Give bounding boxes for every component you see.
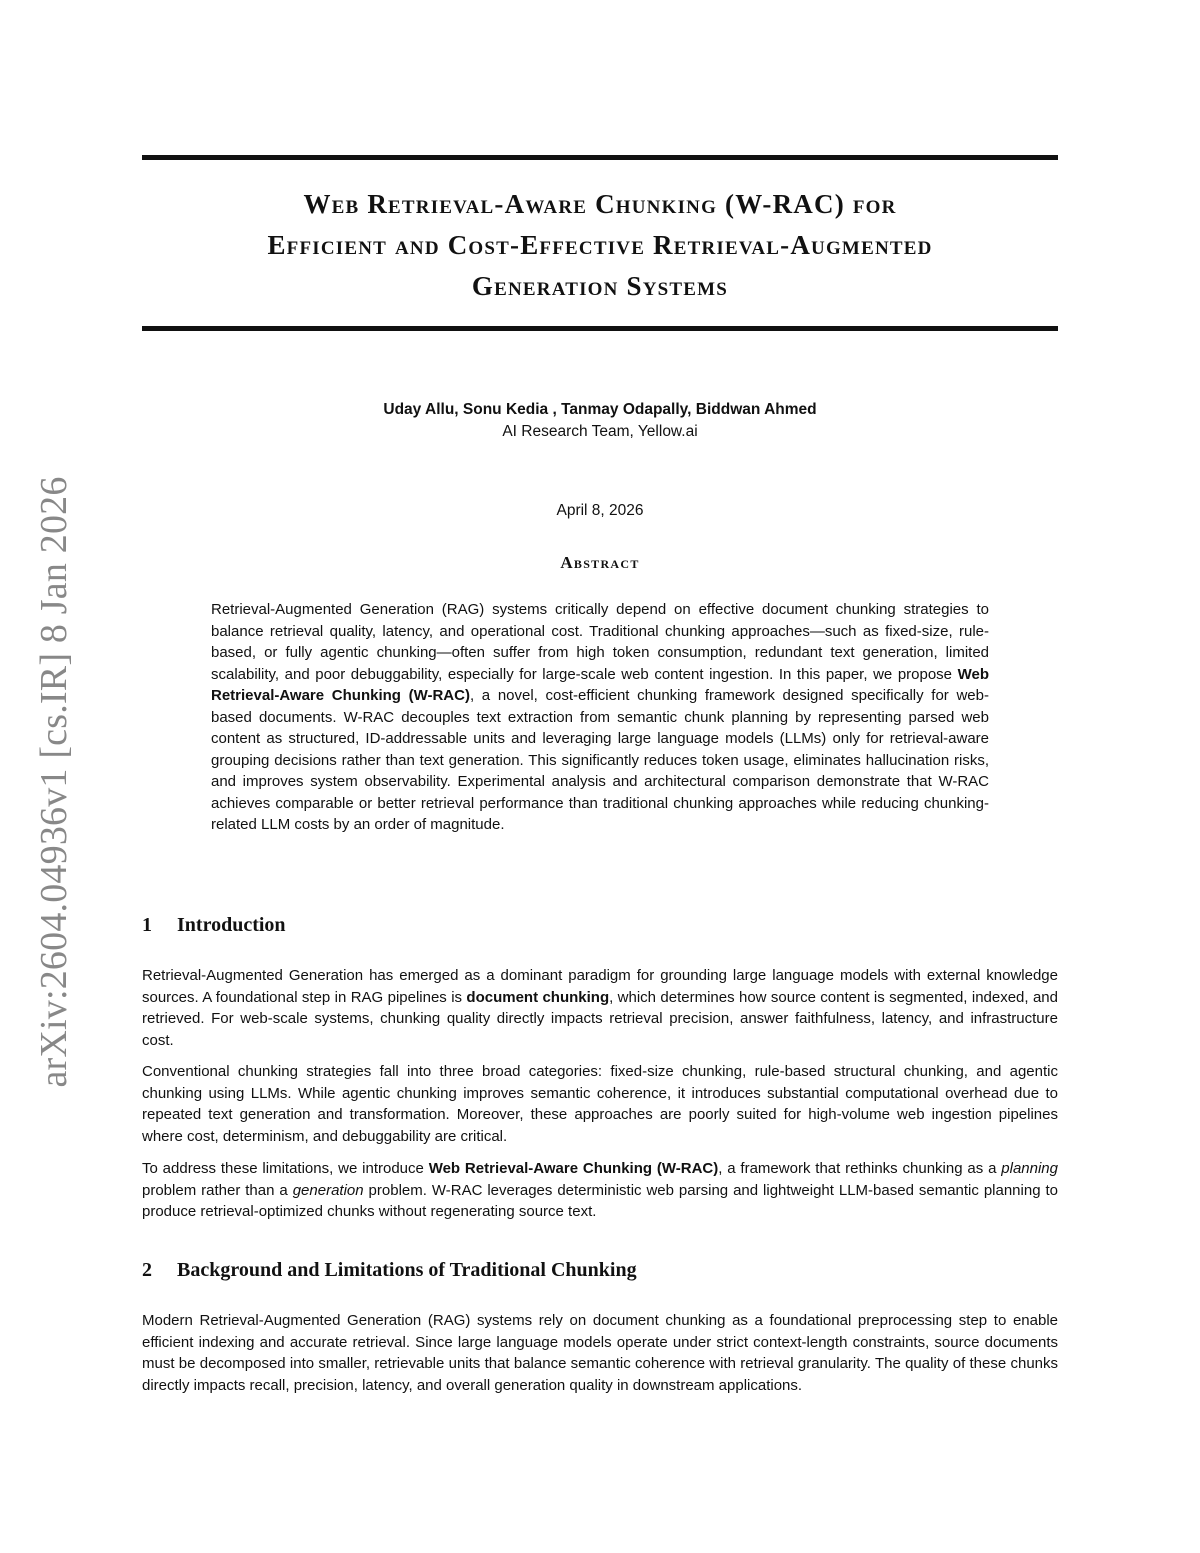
author-affiliation: AI Research Team, Yellow.ai [502,423,698,440]
intro-paragraph-1 [142,965,1058,1051]
paragraph-text: , a framework that rethinks chunking as a [718,1160,1002,1177]
abstract-bold-term: Web Retrieval-Aware Chunking (W-RAC) [211,665,989,704]
intro-paragraph-3 [142,1158,1058,1223]
paragraph-bold-term: document chunking [466,988,610,1006]
title-bottom-rule [142,326,1058,331]
section-heading-introduction [142,912,1058,938]
publication-date: April 8, 2026 [556,502,644,519]
paragraph-text: problem. W-RAC leverages deterministic web parsing and lightweight LLM-based semantic planning to produce retrieval-optimized chunks without regenerating source text. [142,1181,1058,1220]
title-top-rule [142,155,1058,160]
section-number: 1 [142,914,152,936]
title-line-1: Web Retrieval-Aware Chunking (W-RAC) for [303,189,897,219]
abstract-heading: Abstract [560,553,640,572]
paragraph-text: , which determines how source content is segmented, indexed, and retrieved. For web-scale systems, chunking quality directly impacts retrieval precision, answer faithfulness, latency, and infrastructure cost. [142,988,1058,1049]
paragraph-text: Conventional chunking strategies fall into three broad categories: fixed-size chunking, rule-based structural chunking, and agentic chunking using LLMs. While agentic chunking improves semantic coherence, it introduces substantial computational overhead due to repeated text generation and transformation. Moreover, these approaches are poorly suited for high-volume web ingestion pipelines where cost, determinism, and debuggability are critical. [142,1063,1058,1145]
paragraph-text: problem rather than a [142,1181,293,1199]
abstract-text-part-2: , a novel, cost-efficient chunking framework designed specifically for web-based documents. W-RAC decouples text extraction from semantic chunk planning by representing parsed web content as structured, ID-addressable units and leveraging large language models (LLMs) only for retrieval-aware grouping decisions rather than text generation. This significantly reduces token usage, eliminates hallucination risks, and improves system observability. Experimental analysis and architectural comparison demonstrate that W-RAC achieves comparable or better retrieval performance than traditional chunking approaches while reducing chunking-related LLM costs by an order of magnitude. [211,687,989,833]
arxiv-identifier-text: arXiv:2604.04936v1 [cs.IR] 8 Jan 2026 [33,476,75,1088]
abstract-text [211,599,989,836]
intro-paragraph-2 [142,1061,1058,1147]
paragraph-text: Modern Retrieval-Augmented Generation (RAG) systems rely on document chunking as a foundational preprocessing step to enable efficient indexing and accurate retrieval. Since large language models operate under strict context-length constraints, source documents must be decomposed into smaller, retrievable units that balance semantic coherence with retrieval granularity. The quality of these chunks directly impacts recall, precision, latency, and overall generation quality in downstream applications. [142,1312,1058,1394]
paper-title [142,184,1058,307]
title-line-3: Generation Systems [471,271,729,301]
paragraph-bold-term: Web Retrieval-Aware Chunking (W-RAC) [428,1160,719,1177]
section-title: Introduction [177,914,286,936]
section-title: Background and Limitations of Traditional Chunking [177,1259,637,1281]
paragraph-text: Retrieval-Augmented Generation has emerged as a dominant paradigm for grounding large language models with external knowledge sources. A foundational step in RAG pipelines is [142,967,1058,1006]
author-list: Uday Allu, Sonu Kedia , Tanmay Odapally, Biddwan Ahmed [383,401,817,418]
title-line-2: Efficient and Cost-Effective Retrieval-Augmented [267,230,933,260]
paragraph-italic-term: generation [292,1181,364,1199]
paragraph-italic-term: planning [1001,1160,1058,1177]
section-heading-background [142,1257,1058,1283]
section-number: 2 [142,1259,152,1281]
abstract-text-part-1: Retrieval-Augmented Generation (RAG) systems critically depend on effective document chunking strategies to balance retrieval quality, latency, and operational cost. Traditional chunking approaches—such as fixed-size, rule-based, or fully agentic chunking—often suffer from high token consumption, redundant text generation, limited scalability, and poor debuggability, especially for large-scale web content ingestion. In this paper, we propose [211,601,989,683]
paragraph-text: To address these limitations, we introduce [142,1160,429,1177]
background-paragraph-1 [142,1310,1058,1396]
arxiv-identifier [28,462,80,1102]
